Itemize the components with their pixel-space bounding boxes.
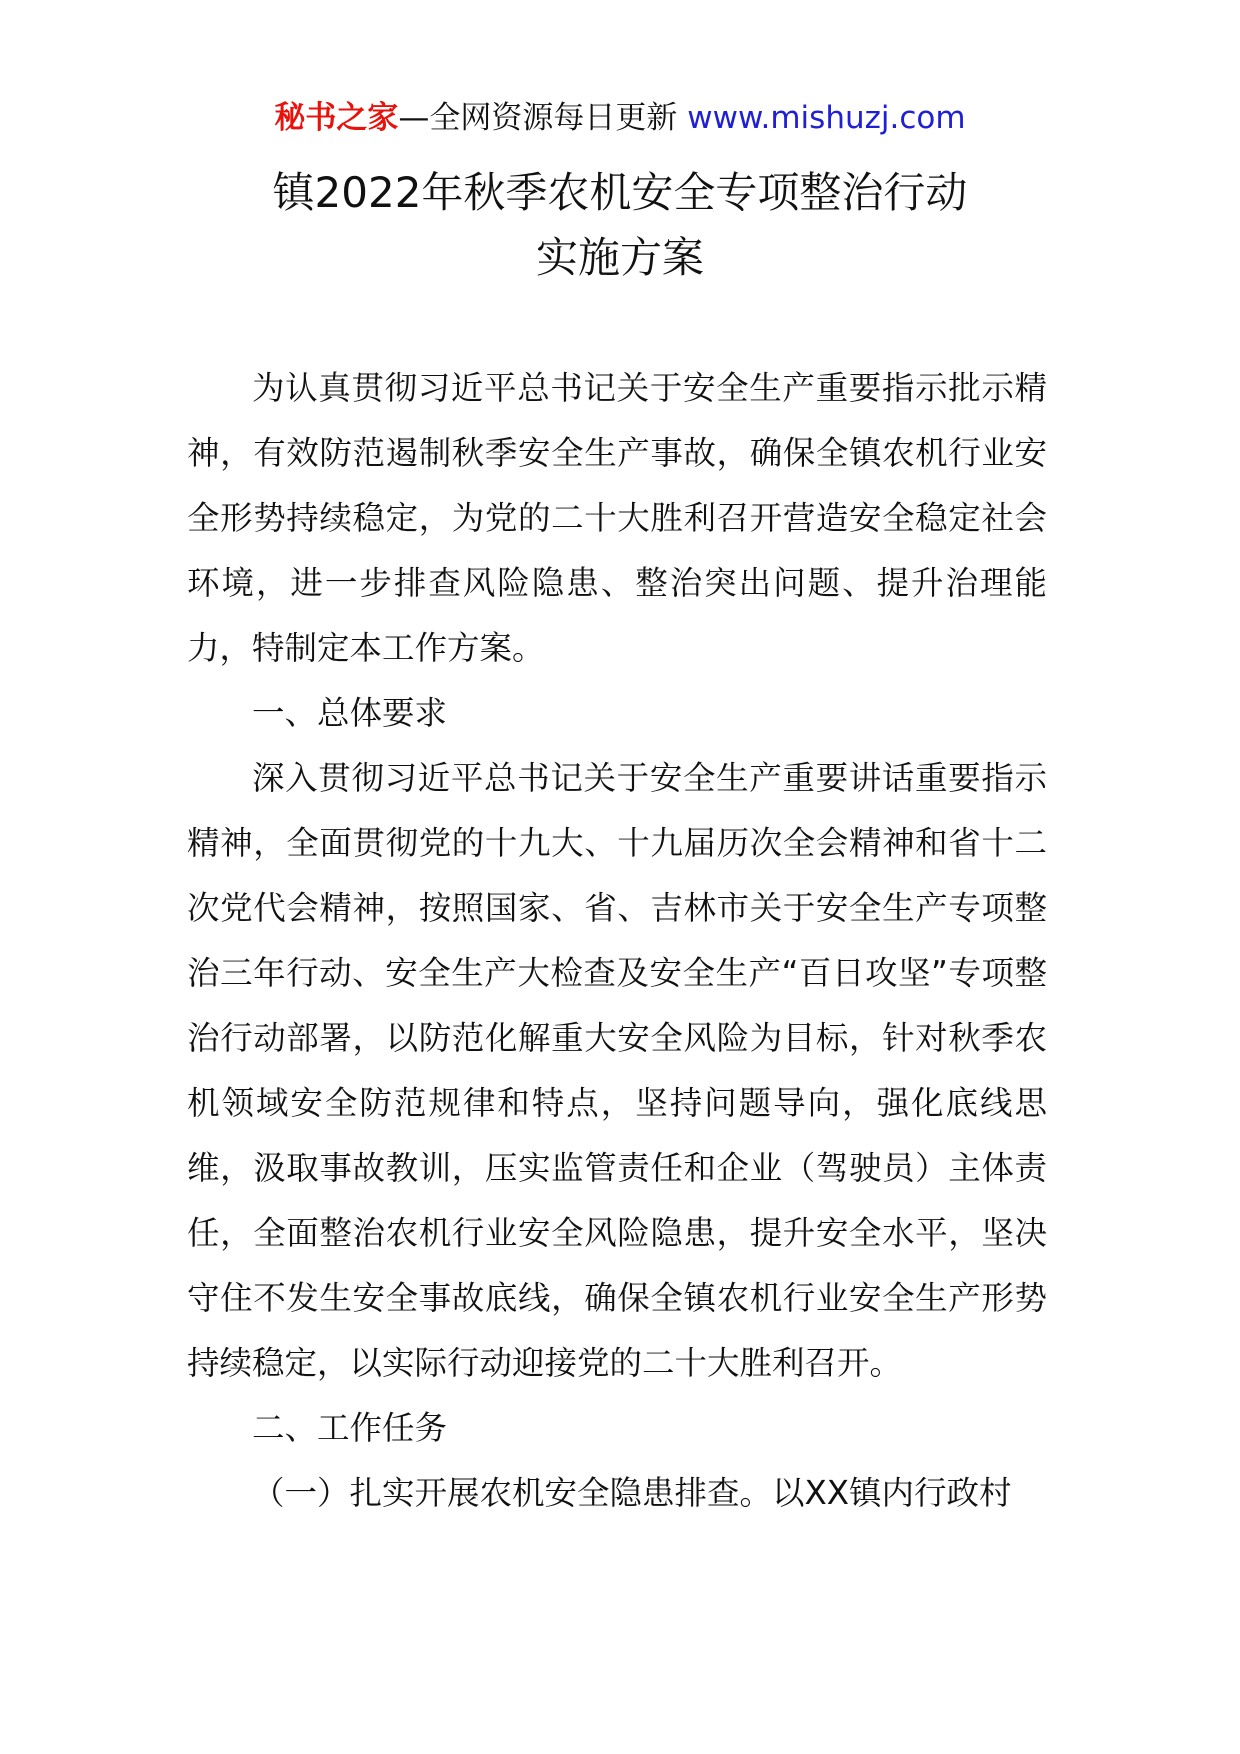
document-body bbox=[187, 356, 1047, 1526]
section-heading-general-requirements: 一、总体要求 bbox=[252, 694, 448, 732]
task-one-paragraph: （一）扎实开展农机安全隐患排查。以XX镇内行政村 bbox=[252, 1474, 1012, 1512]
header-brand: 秘书之家 bbox=[274, 100, 399, 136]
document-title-line-2: 实施方案 bbox=[535, 233, 704, 282]
header-url[interactable]: www.mishuzj.com bbox=[687, 100, 966, 136]
general-requirements-paragraph: 深入贯彻习近平总书记关于安全生产重要讲话重要指示精神，全面贯彻党的十九大、十九届历次全会精神和省十二次党代会精神，按照国家、省、吉林市关于安全生产专项整治三年行动、安全生产大检查及安全生产“百日攻坚”专项整治行动部署，以防范化解重大安全风险为目标，针对秋季农机领域安全防范规律和特点，坚持问题导向，强化底线思维，汲取事故教训，压实监管责任和企业（驾驶员）主体责任，全面整治农机行业安全风险隐患，提升安全水平，坚决守住不发生安全事故底线，确保全镇农机行业安全生产形势持续稳定，以实际行动迎接党的二十大胜利召开。 bbox=[187, 759, 1047, 1382]
document-title-line-1: 镇2022年秋季农机安全专项整治行动 bbox=[272, 168, 968, 217]
intro-paragraph: 为认真贯彻习近平总书记关于安全生产重要指示批示精神，有效防范遏制秋季安全生产事故，确保全镇农机行业安全形势持续稳定，为党的二十大胜利召开营造安全稳定社会环境，进一步排查风险隐患、整治突出问题、提升治理能力，特制定本工作方案。 bbox=[187, 369, 1047, 667]
section-heading-work-tasks: 二、工作任务 bbox=[252, 1409, 448, 1447]
header-slogan: —全网资源每日更新 bbox=[398, 100, 688, 136]
watermark-header bbox=[0, 98, 1240, 138]
